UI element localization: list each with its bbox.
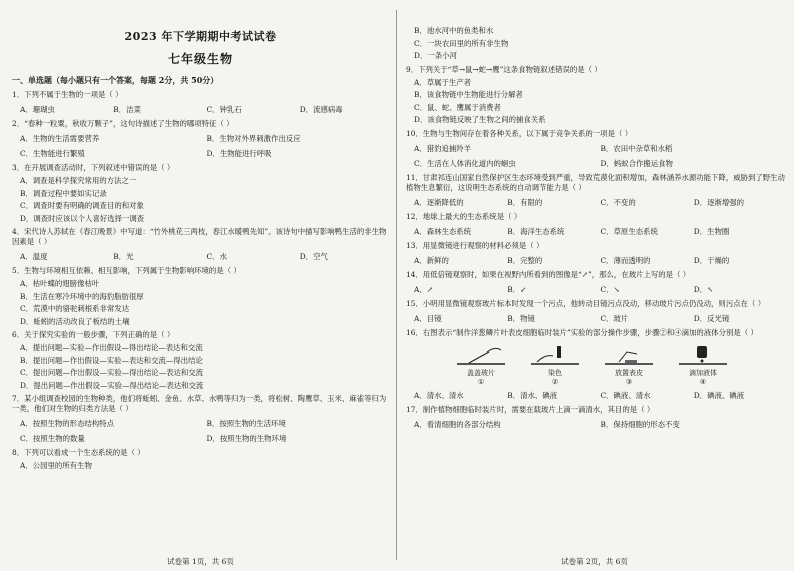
procedure-illustration-icon bbox=[450, 344, 512, 368]
step-label: 染色 bbox=[548, 368, 562, 377]
question-text: 16．右图表示“制作洋葱鳞片叶表皮细胞临时装片”实验的部分操作步骤，步骤②和④滴加的液体分别是（ ） bbox=[406, 327, 758, 337]
answer-option: A．逐渐降低的 bbox=[414, 197, 464, 207]
question-text: 5．生物与环境相互依赖、相互影响，下列属于生物影响环境的是（ ） bbox=[12, 266, 241, 275]
page-divider bbox=[396, 10, 397, 560]
subject-title: 七年级生物 bbox=[167, 52, 233, 66]
answer-option: D．反光镜 bbox=[693, 313, 730, 323]
exam-title: 2023 年下学期期中考试试卷 bbox=[124, 30, 277, 43]
answer-option: B．生活在寒冷环境中的海豹脂肪很厚 bbox=[20, 291, 144, 301]
option-row bbox=[414, 419, 787, 430]
answer-option: A．清水、清水 bbox=[414, 390, 464, 400]
question-list bbox=[8, 90, 393, 471]
answer-option: D．蚯蚓的活动改良了板结的土壤 bbox=[20, 316, 130, 326]
page-footer: 试卷第 2页，共 6页 bbox=[561, 557, 628, 566]
answer-option: C．生物能进行繁殖 bbox=[20, 149, 85, 158]
answer-option: A．目镜 bbox=[414, 313, 442, 323]
answer-option: B．提出问题—作出假设—实验—表达和交流—得出结论 bbox=[20, 355, 203, 365]
option-row bbox=[414, 143, 787, 154]
answer-option: C．水 bbox=[206, 252, 227, 261]
answer-option: D．该食物链反映了生物之间的捕食关系 bbox=[414, 115, 546, 124]
question-text: 14．用低倍镜观察时，如果在视野内所看到的图像是“↗”，那么，在玻片上写的是（ ） bbox=[406, 269, 691, 279]
answer-option: B．农田中杂草和水稻 bbox=[600, 143, 673, 153]
option-row bbox=[20, 148, 393, 159]
answer-option: A．珊瑚虫 bbox=[20, 105, 55, 114]
answer-option: A．温度 bbox=[20, 252, 48, 261]
option-row bbox=[20, 433, 393, 444]
section-heading: 一、单选题（每小题只有一个答案，每题 2分，共 50分） bbox=[12, 75, 219, 85]
answer-option: B．有限的 bbox=[507, 197, 543, 207]
procedure-step bbox=[450, 344, 512, 386]
answer-option: C．一块农田里的所有非生物 bbox=[414, 38, 509, 48]
procedure-step bbox=[672, 344, 734, 386]
answer-option: D．生物圈 bbox=[693, 226, 730, 236]
answer-option: A．森林生态系统 bbox=[414, 226, 472, 236]
step-number: ② bbox=[551, 377, 559, 386]
answer-option: C．钟乳石 bbox=[206, 105, 242, 114]
answer-option: B．物镜 bbox=[507, 313, 535, 323]
answer-option: C．↘ bbox=[600, 284, 620, 294]
procedure-figure bbox=[450, 344, 787, 386]
question-text: 1．下列不属于生物的一项是（ ） bbox=[12, 90, 123, 99]
answer-option: D．流感病毒 bbox=[299, 105, 343, 114]
answer-option: C．草原生态系统 bbox=[600, 226, 658, 236]
procedure-illustration-icon bbox=[672, 344, 734, 368]
page-1 bbox=[8, 0, 393, 571]
answer-option: B．调查过程中要如实记录 bbox=[20, 188, 107, 198]
answer-option: C．薄而透明的 bbox=[600, 255, 651, 265]
answer-option: B．按照生物的生活环境 bbox=[206, 419, 286, 428]
answer-option: D．干燥的 bbox=[693, 255, 730, 265]
page-2 bbox=[402, 0, 787, 571]
answer-option: D．生物能进行呼吸 bbox=[206, 149, 272, 158]
answer-option: B．生物对外界刺激作出反应 bbox=[206, 134, 301, 143]
answer-option: B．清水、碘液 bbox=[507, 390, 558, 400]
procedure-step bbox=[598, 344, 660, 386]
answer-option: A．猎豹追捕羚羊 bbox=[414, 143, 472, 153]
option-row bbox=[20, 251, 393, 262]
option-row bbox=[20, 418, 393, 429]
answer-option: A．↗ bbox=[414, 284, 433, 294]
step-number: ④ bbox=[699, 377, 707, 386]
answer-option: A．按照生物的形态结构特点 bbox=[20, 419, 115, 428]
step-label: 放置表皮 bbox=[615, 368, 643, 377]
answer-option: B．保持细胞的形态不变 bbox=[600, 419, 680, 429]
answer-option: D．按照生物的生物环境 bbox=[206, 434, 287, 443]
answer-option: B．海洋生态系统 bbox=[507, 226, 565, 236]
answer-option: C．碘液、清水 bbox=[600, 390, 651, 400]
procedure-illustration-icon bbox=[524, 344, 586, 368]
answer-option: B．完整的 bbox=[507, 255, 543, 265]
answer-option: C．鼠、蛇、鹰属于消费者 bbox=[414, 102, 501, 112]
answer-option: B．池水河中的鱼类和水 bbox=[414, 26, 494, 35]
procedure-step bbox=[524, 344, 586, 386]
option-row bbox=[414, 197, 787, 208]
answer-option: D．↖ bbox=[693, 284, 714, 294]
answer-option: C．荒漠中的骆驼刺根系非常发达 bbox=[20, 304, 130, 313]
answer-option: D．调查时应该以个人喜好选择一调查 bbox=[20, 213, 145, 223]
answer-option: D．逐渐增强的 bbox=[693, 197, 745, 207]
continued-options bbox=[402, 26, 787, 61]
answer-option: B．该食物链中生物能进行分解者 bbox=[414, 90, 523, 99]
answer-option: B．洁菜 bbox=[113, 105, 141, 114]
answer-option: A．草属于生产者 bbox=[414, 77, 472, 87]
step-label: 滴加液体 bbox=[689, 368, 717, 377]
question-text: 11．甘肃祁连山国家自然保护区生态环境受到严重，导致荒漠化面积增加，森林涵养水源功能下降，威胁到了野生动植物生息繁衍，这说明生态系统的自动调节能力是（ ） bbox=[406, 172, 785, 192]
answer-option: D．一条小河 bbox=[414, 51, 457, 60]
answer-option: A．提出问题—实验—作出假设—得出结论—表达和交流 bbox=[20, 343, 203, 352]
question-text: 6．关于探究实验的一般步骤，下列正确的是（ ） bbox=[12, 330, 175, 339]
option-row bbox=[414, 390, 787, 401]
question-text: 2．“春种一粒粟，秋收万颗子”，这句诗描述了生物的哪项特征（ ） bbox=[12, 119, 234, 128]
answer-option: A．公园里的所有生物 bbox=[20, 461, 92, 470]
answer-option: C．生活在人体消化道内的蛔虫 bbox=[414, 158, 516, 168]
option-row bbox=[20, 104, 393, 115]
page-footer: 试卷第 1页，共 6页 bbox=[167, 557, 234, 566]
answer-option: A．枯叶蝶的翅膀像枯叶 bbox=[20, 279, 100, 288]
question-text: 9．下列关于“草→鼠→蛇→鹰”这条食物链叙述错误的是（ ） bbox=[406, 64, 602, 74]
question-text: 17．制作植物细胞临时装片时，需要在载玻片上滴一滴清水，其目的是（ ） bbox=[406, 404, 655, 414]
question-text: 7．某小组调查校园的生物种类，他们将蚯蚓、金鱼、水草、水鸭等归为一类，将松树、陶鹰草、玉米、麻雀等归为一类，他们对生物的归类方法是（ ） bbox=[12, 394, 387, 413]
answer-option: C．提出问题—作出假设—实验—得出结论—表达和交流 bbox=[20, 368, 204, 377]
answer-option: A．调查是科学探究常用的方法之一 bbox=[20, 176, 137, 185]
question-text: 15．小明用显微镜观察玻片标本时发现一个污点，他转动目镜污点没动，移动玻片污点仍没动，则污点在（ ） bbox=[406, 298, 766, 308]
question-text: 4．宋代诗人苏轼在《春江晚景》中写道：“竹外桃花三两枝，春江水暖鸭先知”。该诗句中描写影响鸭生活的非生物因素是（ ） bbox=[12, 227, 387, 246]
option-row bbox=[414, 284, 787, 295]
question-text: 3．在开展调查活动时，下列叙述中错误的是（ ） bbox=[12, 163, 175, 172]
option-row bbox=[414, 313, 787, 324]
answer-option: C．玻片 bbox=[600, 313, 629, 323]
step-label: 盖盖玻片 bbox=[467, 368, 495, 377]
step-number: ③ bbox=[625, 377, 633, 386]
answer-option: A．新鲜的 bbox=[414, 255, 449, 265]
answer-option: A．看清细胞的各部分结构 bbox=[414, 419, 501, 429]
step-number: ① bbox=[477, 377, 485, 386]
answer-option: D．蚂蚁合作搬运食物 bbox=[600, 158, 673, 168]
answer-option: D．空气 bbox=[299, 252, 328, 261]
answer-option: A．生物的生活需要营养 bbox=[20, 134, 100, 143]
answer-option: C．调查时要有明确的调查目的和对象 bbox=[20, 201, 144, 210]
procedure-illustration-icon bbox=[598, 344, 660, 368]
option-row bbox=[414, 158, 787, 169]
question-list bbox=[402, 65, 787, 430]
answer-option: D．碘液、碘液 bbox=[693, 390, 745, 400]
option-row bbox=[414, 255, 787, 266]
answer-option: C．按照生物的数量 bbox=[20, 434, 85, 443]
answer-option: B．↙ bbox=[507, 284, 527, 294]
option-row bbox=[414, 226, 787, 237]
question-text: 8．下列可以看成一个生态系统的是（ ） bbox=[12, 448, 145, 457]
question-text: 10．生物与生物间存在着各种关系，以下属于竞争关系的一项是（ ） bbox=[406, 128, 633, 138]
question-text: 13．用显微镜进行观察的材料必须是（ ） bbox=[406, 240, 544, 250]
answer-option: B．光 bbox=[113, 252, 134, 261]
question-text: 12．地球上最大的生态系统是（ ） bbox=[406, 211, 522, 221]
answer-option: C．不变的 bbox=[600, 197, 636, 207]
option-row bbox=[20, 133, 393, 144]
answer-option: D．提出问题—作出假设—实验—得出结论—表达和交流 bbox=[20, 380, 204, 390]
